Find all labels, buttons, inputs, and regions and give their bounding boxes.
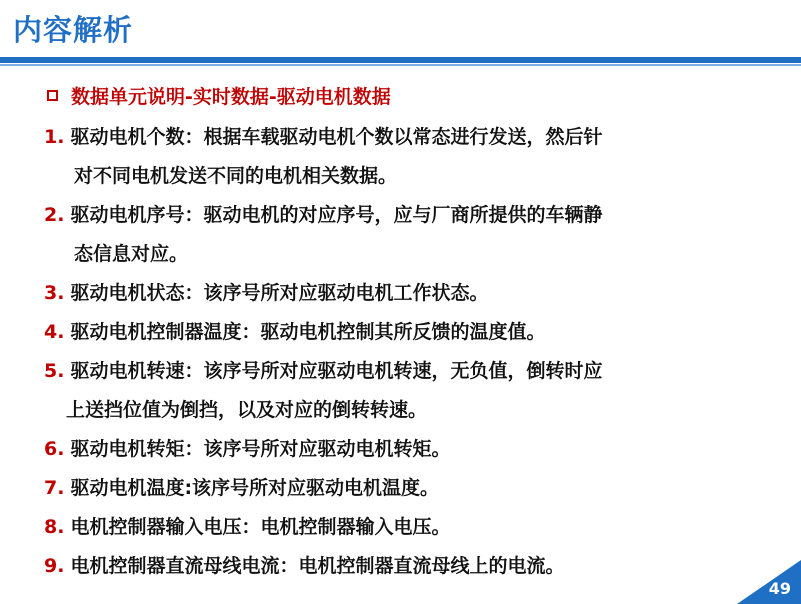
item-text: 驱动电机转速：该序号所对应驱动电机转速，无负值，倒转时应 [70, 360, 603, 382]
list-item [44, 124, 724, 190]
item-text: 电机控制器直流母线电流：电机控制器直流母线上的电流。 [70, 555, 565, 577]
title-divider [0, 57, 801, 63]
list-item [44, 319, 724, 346]
item-number: 8. [44, 516, 65, 538]
item-number: 5. [44, 360, 65, 382]
list-item [44, 358, 724, 424]
item-text: 驱动电机温度:该序号所对应驱动电机温度。 [70, 477, 440, 499]
title-divider-thin [0, 64, 801, 66]
item-number: 4. [44, 321, 65, 343]
item-continuation: 态信息对应。 [74, 243, 189, 265]
item-number: 7. [44, 477, 65, 499]
item-number: 2. [44, 204, 65, 226]
item-list [44, 124, 724, 592]
list-item [44, 475, 724, 502]
item-text: 驱动电机控制器温度：驱动电机控制其所反馈的温度值。 [70, 321, 546, 343]
item-continuation: 上送挡位值为倒挡，以及对应的倒转转速。 [66, 399, 428, 421]
list-item [44, 514, 724, 541]
item-number: 9. [44, 555, 65, 577]
item-text: 电机控制器输入电压：电机控制器输入电压。 [70, 516, 451, 538]
item-text: 驱动电机个数：根据车载驱动电机个数以常态进行发送，然后针 [70, 126, 603, 148]
item-number: 6. [44, 438, 65, 460]
section-heading [47, 82, 391, 109]
list-item [44, 553, 724, 580]
list-item [44, 202, 724, 268]
item-text: 驱动电机序号：驱动电机的对应序号，应与厂商所提供的车辆静 [70, 204, 603, 226]
item-continuation: 对不同电机发送不同的电机相关数据。 [74, 165, 398, 187]
list-item [44, 436, 724, 463]
item-text: 驱动电机状态：该序号所对应驱动电机工作状态。 [70, 282, 489, 304]
section-heading-text: 数据单元说明-实时数据-驱动电机数据 [71, 86, 391, 108]
item-number: 1. [44, 126, 65, 148]
list-item [44, 280, 724, 307]
page-number: 49 [768, 579, 791, 598]
slide-title: 内容解析 [13, 13, 134, 47]
square-bullet-icon [47, 90, 58, 101]
item-number: 3. [44, 282, 65, 304]
item-text: 驱动电机转矩：该序号所对应驱动电机转矩。 [70, 438, 451, 460]
